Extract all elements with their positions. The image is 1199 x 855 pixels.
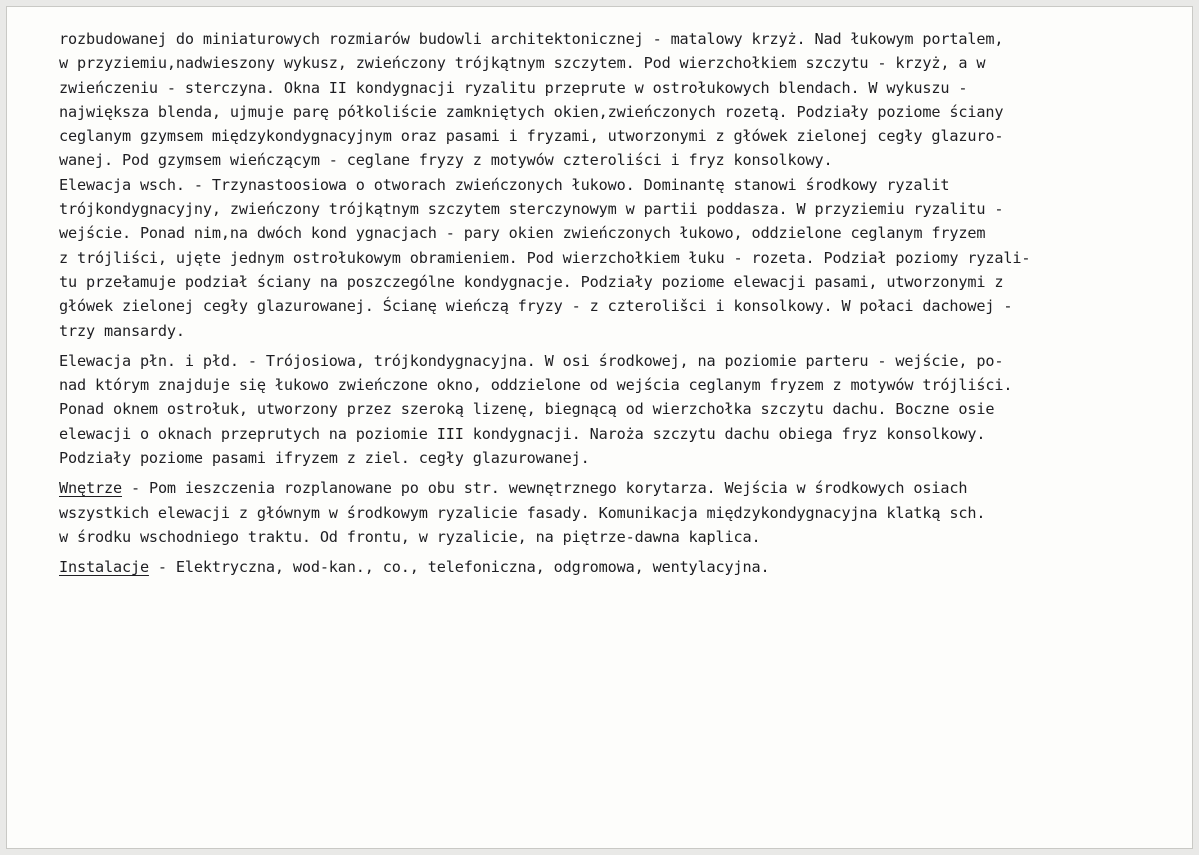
paragraph-north-south-elevation (59, 349, 1149, 470)
text-line: elewacji o oknach przeprutych na poziomie III kondygnacji. Naroża szczytu dachu obiega fryz konsolkowy. (59, 424, 986, 443)
text-line: nad którym znajduje się łukowo zwieńczone okno, oddzielone od wejścia ceglanym fryzem z motywów trójliści. (59, 376, 1013, 395)
document-page (6, 6, 1193, 849)
text-line: trójkondygnacyjny, zwieńczony trójkątnym szczytem sterczynowym w partii poddasza. W przyziemiu ryzalitu - (59, 200, 1004, 219)
section-heading-installations: Instalacje (59, 558, 149, 577)
section-heading-interior: Wnętrze (59, 479, 122, 498)
text-line: Elewacja wsch. - Trzynastoosiowa o otworach zwieńczonych łukowo. Dominantę stanowi środkowy ryzalit (59, 175, 950, 194)
text-line (59, 476, 1149, 500)
text-segment: - Elektryczna, wod-kan., co., telefoniczna, odgromowa, wentylacyjna. (148, 558, 770, 577)
text-line: największa blenda, ujmuje parę półkoliście zamkniętych okien,zwieńczonych rozetą. Podziały poziome ściany (59, 102, 1004, 121)
text-line (59, 555, 1149, 579)
text-line: trzy mansardy. (59, 321, 185, 340)
text-line: główek zielonej cegły glazurowanej. Ścianę wieńczą fryzy - z czterolišci i konsolkowy. W połaci dachowej - (59, 297, 1013, 316)
paragraph-gable-description (59, 27, 1149, 173)
paragraph-east-elevation (59, 173, 1149, 343)
text-line: rozbudowanej do miniaturowych rozmiarów budowli architektonicznej - matalowy krzyż. Nad łukowym portalem, (59, 30, 1004, 48)
text-line: wanej. Pod gzymsem wieńczącym - ceglane fryzy z motywów czteroliści i fryz konsolkowy. (59, 151, 833, 170)
text-line: wejście. Ponad nim,na dwóch kond ygnacjach - pary okien zwieńczonych łukowo, oddzielone ceglanym fryzem (59, 224, 986, 243)
text-line: Podziały poziome pasami ifryzem z ziel. cegły glazurowanej. (59, 449, 590, 468)
text-line: Ponad oknem ostrołuk, utworzony przez szeroką lizenę, biegnącą od wierzchołka szczytu dachu. Boczne osie (59, 400, 995, 419)
text-line: ceglanym gzymsem międzykondygnacyjnym oraz pasami i fryzami, utworzonymi z główek zielonej cegły glazuro- (59, 127, 1004, 146)
typed-text-body (59, 27, 1149, 580)
paragraph-interior (59, 476, 1149, 549)
text-line: z trójliści, ujęte jednym ostrołukowym obramieniem. Pod wierzchołkiem łuku - rozeta. Podział poziomy ryzali- (59, 248, 1031, 267)
text-line: tu przełamuje podział ściany na poszczególne kondygnacje. Podziały poziome elewacji pasami, utworzonymi z (59, 272, 1004, 291)
text-line: Elewacja płn. i płd. - Trójosiowa, trójkondygnacyjna. W osi środkowej, na poziomie parteru - wejście, po- (59, 351, 1004, 370)
text-line: wszystkich elewacji z głównym w środkowym ryzalicie fasady. Komunikacja międzykondygnacyjna klatką sch. (59, 503, 986, 522)
text-line: w przyziemiu,nadwieszony wykusz, zwieńczony trójkątnym szczytem. Pod wierzchołkiem szczytu - krzyż, a w (59, 54, 986, 73)
paragraph-installations (59, 555, 1149, 579)
text-segment: - Pom ieszczenia rozplanowane po obu str. wewnętrznego korytarza. Wejścia w środkowych osiach (121, 479, 968, 498)
text-line: w środku wschodniego traktu. Od frontu, w ryzalicie, na piętrze-dawna kaplica. (59, 527, 761, 546)
text-line: zwieńczeniu - sterczyna. Okna II kondygnacji ryzalitu przeprute w ostrołukowych blendach. W wykuszu - (59, 78, 968, 97)
